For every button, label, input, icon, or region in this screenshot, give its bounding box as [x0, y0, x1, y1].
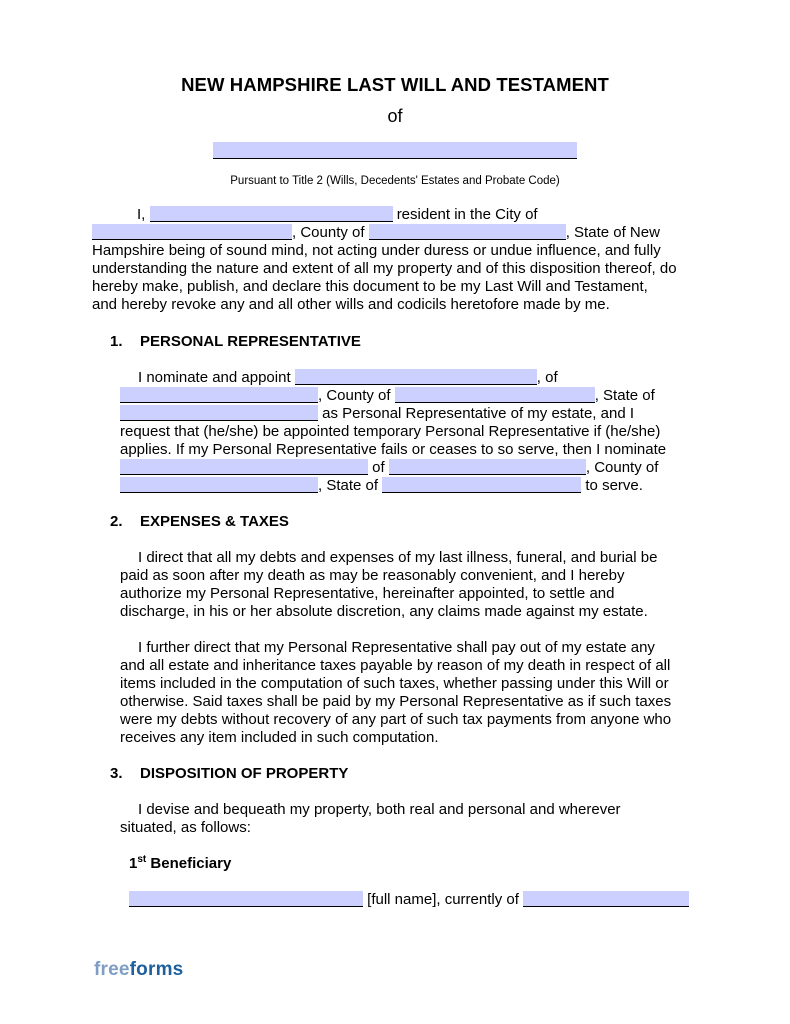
s1-line-1: I nominate and appoint , of: [138, 369, 558, 386]
s1-line-4: request that (he/she) be appointed temporary Personal Representative if (he/she): [120, 423, 661, 440]
alternate-pr-state-field[interactable]: [382, 477, 581, 493]
declarant-name-field[interactable]: [150, 206, 393, 222]
section-1-heading: 1. PERSONAL REPRESENTATIVE: [110, 333, 361, 350]
s2-p1-line-3: authorize my Personal Representative, hereinafter appointed, to settle and: [120, 585, 615, 602]
s3-p1-line-2: situated, as follows:: [120, 819, 251, 836]
s1-line-7: , State of to serve.: [120, 477, 643, 495]
s1-line-5: applies. If my Personal Representative fails or ceases to so serve, then I nominate: [120, 441, 667, 458]
section-3-heading: 3. DISPOSITION OF PROPERTY: [110, 765, 349, 782]
s1-line-3: as Personal Representative of my estate, and I: [120, 405, 634, 423]
s2-p2-line-6: receives any item included in such computation.: [120, 729, 439, 746]
s2-p2-line-5: were my debts without recovery of any part of such tax payments from anyone who: [120, 711, 672, 728]
alternate-pr-name-field[interactable]: [120, 459, 368, 475]
county-label: , County of: [292, 224, 365, 241]
i-label: I,: [137, 206, 146, 223]
county-field[interactable]: [369, 224, 566, 240]
freeforms-logo: freeforms: [94, 959, 184, 980]
city-field[interactable]: [92, 224, 292, 240]
intro-line-5: hereby make, publish, and declare this document to be my Last Will and Testament,: [92, 278, 648, 295]
intro-line-2: [92, 224, 660, 242]
intro-line-6: and hereby revoke any and all other wills and codicils heretofore made by me.: [92, 296, 610, 313]
s1-line-2: , County of , State of: [120, 387, 655, 405]
alternate-pr-county-field[interactable]: [120, 477, 318, 493]
resident-city-label: resident in the City of: [396, 206, 538, 223]
s2-p1-line-1: I direct that all my debts and expenses of my last illness, funeral, and burial be: [138, 549, 658, 566]
s2-p2-line-2: and all estate and inheritance taxes payable by reason of my death in respect of all: [120, 657, 671, 674]
pursuant-note: Pursuant to Title 2 (Wills, Decedents' Estates and Probate Code): [230, 175, 560, 187]
pr-name-field[interactable]: [295, 369, 537, 385]
intro-line-4: understanding the nature and extent of all my property and of this disposition thereof, do: [92, 260, 677, 277]
beneficiary-line: [full name], currently of: [129, 891, 689, 909]
beneficiary-name-field[interactable]: [129, 891, 363, 907]
document-title: NEW HAMPSHIRE LAST WILL AND TESTAMENT: [181, 74, 609, 95]
of-label: of: [387, 106, 403, 126]
pr-city-field[interactable]: [120, 387, 318, 403]
intro-line-3: Hampshire being of sound mind, not acting under duress or undue influence, and fully: [92, 242, 661, 259]
s2-p2-line-3: items included in the computation of such taxes, whether passing under this Will or: [120, 675, 669, 692]
testator-name-field[interactable]: [213, 142, 577, 159]
s2-p1-line-4: discharge, in his or her absolute discretion, any claims made against my estate.: [120, 603, 648, 620]
s3-p1-line-1: I devise and bequeath my property, both real and personal and wherever: [138, 801, 621, 818]
state-label: , State of New: [565, 224, 660, 241]
beneficiary-heading: 1st Beneficiary: [129, 854, 232, 872]
s2-p1-line-2: paid as soon after my death as may be reasonably convenient, and I hereby: [120, 567, 625, 584]
section-2-heading: 2. EXPENSES & TAXES: [110, 513, 289, 530]
pr-county-field[interactable]: [395, 387, 595, 403]
s2-p2-line-1: I further direct that my Personal Representative shall pay out of my estate any: [138, 639, 655, 656]
beneficiary-address-field[interactable]: [523, 891, 689, 907]
s2-p2-line-4: otherwise. Said taxes shall be paid by my Personal Representative as if such taxes: [120, 693, 672, 710]
alternate-pr-city-field[interactable]: [389, 459, 586, 475]
intro-line-1: [137, 206, 538, 224]
pr-state-field[interactable]: [120, 405, 318, 421]
s1-line-6: of , County of: [120, 459, 658, 477]
